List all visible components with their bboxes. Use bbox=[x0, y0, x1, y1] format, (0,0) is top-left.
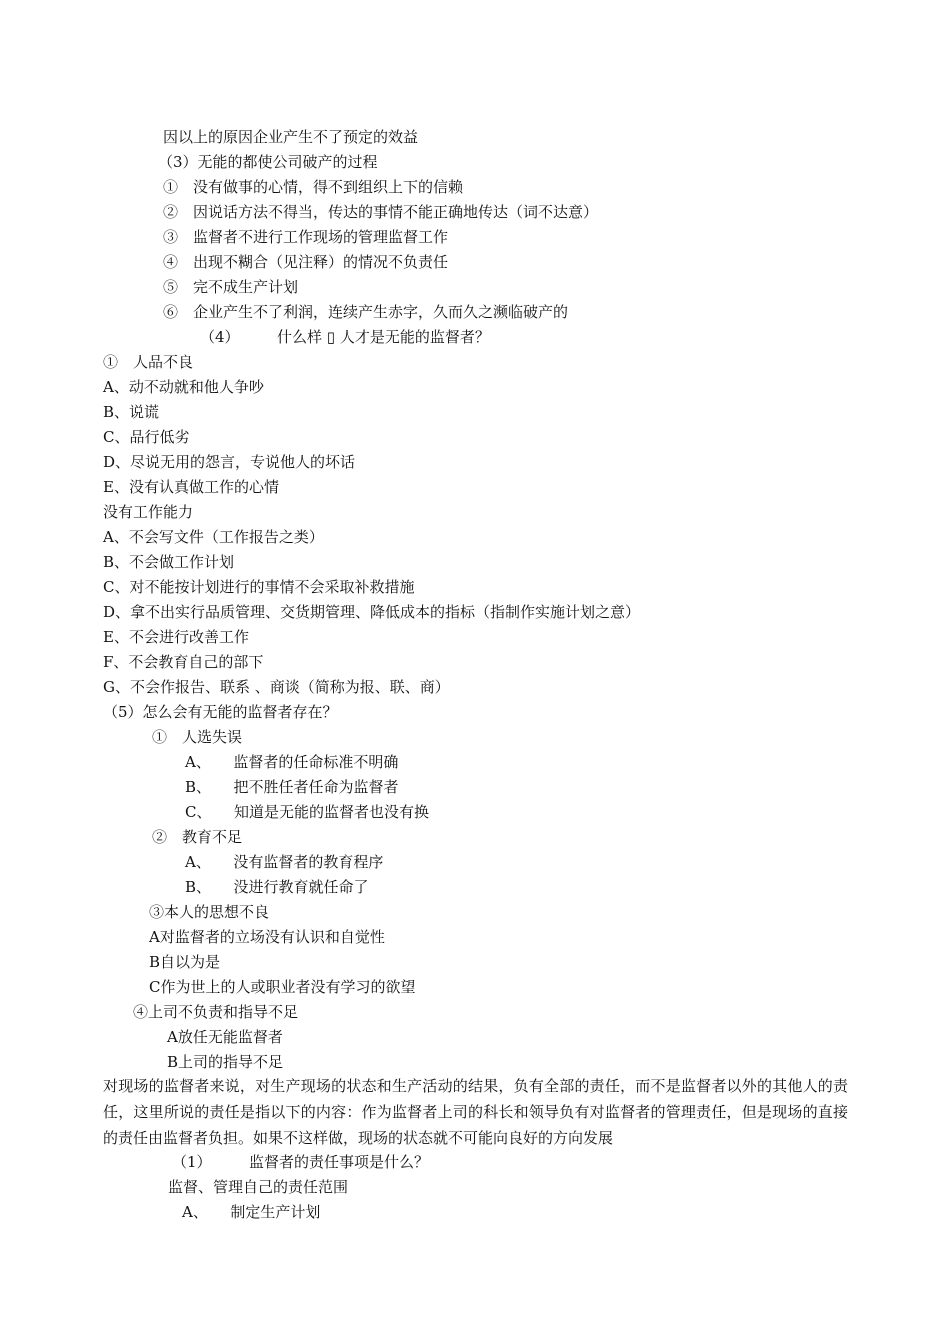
list-item: ② 因说话方法不得当，传达的事情不能正确地传达（词不达意） bbox=[163, 203, 599, 221]
list-item: ③ 监督者不进行工作现场的管理监督工作 bbox=[163, 228, 449, 246]
list-item: ① 人选失误 bbox=[152, 728, 243, 746]
list-item: D、拿不出实行品质管理、交货期管理、降低成本的指标（指制作实施计划之意） bbox=[103, 603, 641, 621]
list-item: B、不会做工作计划 bbox=[103, 553, 235, 571]
section-heading: （1） 监督者的责任事项是什么？ bbox=[172, 1153, 430, 1171]
section-heading: （5）怎么会有无能的监督者存在？ bbox=[103, 703, 338, 721]
list-item: A、不会写文件（工作报告之类） bbox=[103, 528, 324, 546]
list-item: ② 教育不足 bbox=[152, 828, 243, 846]
list-item: A放任无能监督者 bbox=[167, 1028, 283, 1046]
list-item: B上司的指导不足 bbox=[167, 1053, 284, 1071]
list-item: ① 人品不良 bbox=[103, 353, 194, 371]
section-heading: （4） 什么样 ▯ 人才是无能的监督者？ bbox=[200, 328, 490, 346]
list-item: E、不会进行改善工作 bbox=[103, 628, 249, 646]
text-line: 因以上的原因企业产生不了预定的效益 bbox=[163, 128, 419, 146]
list-item: G、不会作报告、联系 、商谈（简称为报、联、商） bbox=[103, 678, 450, 696]
list-item: ⑤ 完不成生产计划 bbox=[163, 278, 299, 296]
list-item: A、 监督者的任命标准不明确 bbox=[185, 753, 399, 771]
list-item: B、 没进行教育就任命了 bbox=[185, 878, 369, 896]
list-item: B、说谎 bbox=[103, 403, 160, 421]
list-item: A、 制定生产计划 bbox=[182, 1203, 321, 1221]
list-item: ⑥ 企业产生不了利润，连续产生赤字，久而久之濒临破产的 bbox=[163, 303, 569, 321]
section-heading: （3）无能的都使公司破产的过程 bbox=[158, 153, 378, 171]
body-paragraph: 对现场的监督者来说，对生产现场的状态和生产活动的结果，负有全部的责任，而不是监督者以外的其他人的责任，这里所说的责任是指以下的内容：作为监督者上司的科长和领导负有对监督者的管理责任，但是现场的直接的责任由监督者负担。如果不这样做，现场的状态就不可能向良好的方向发展 bbox=[103, 1077, 848, 1147]
list-item: 监督、管理自己的责任范围 bbox=[168, 1178, 349, 1196]
list-item: E、没有认真做工作的心情 bbox=[103, 478, 279, 496]
list-item: D、尽说无用的怨言，专说他人的坏话 bbox=[103, 453, 356, 471]
list-item: 没有工作能力 bbox=[103, 503, 194, 521]
list-item: ③本人的思想不良 bbox=[149, 903, 270, 921]
list-item: C、品行低劣 bbox=[103, 428, 190, 446]
list-item: B、 把不胜任者任命为监督者 bbox=[185, 778, 399, 796]
list-item: C作为世上的人或职业者没有学习的欲望 bbox=[149, 978, 416, 996]
list-item: ① 没有做事的心情，得不到组织上下的信赖 bbox=[163, 178, 464, 196]
list-item: C、对不能按计划进行的事情不会采取补救措施 bbox=[103, 578, 415, 596]
list-item: A、 没有监督者的教育程序 bbox=[185, 853, 384, 871]
list-item: C、 知道是无能的监督者也没有换 bbox=[185, 803, 429, 821]
list-item: A对监督者的立场没有认识和自觉性 bbox=[149, 928, 385, 946]
list-item: F、不会教育自己的部下 bbox=[103, 653, 264, 671]
list-item: A、动不动就和他人争吵 bbox=[103, 378, 264, 396]
list-item: ④上司不负责和指导不足 bbox=[133, 1003, 299, 1021]
list-item: ④ 出现不糊合（见注释）的情况不负责任 bbox=[163, 253, 449, 271]
list-item: B自以为是 bbox=[149, 953, 221, 971]
